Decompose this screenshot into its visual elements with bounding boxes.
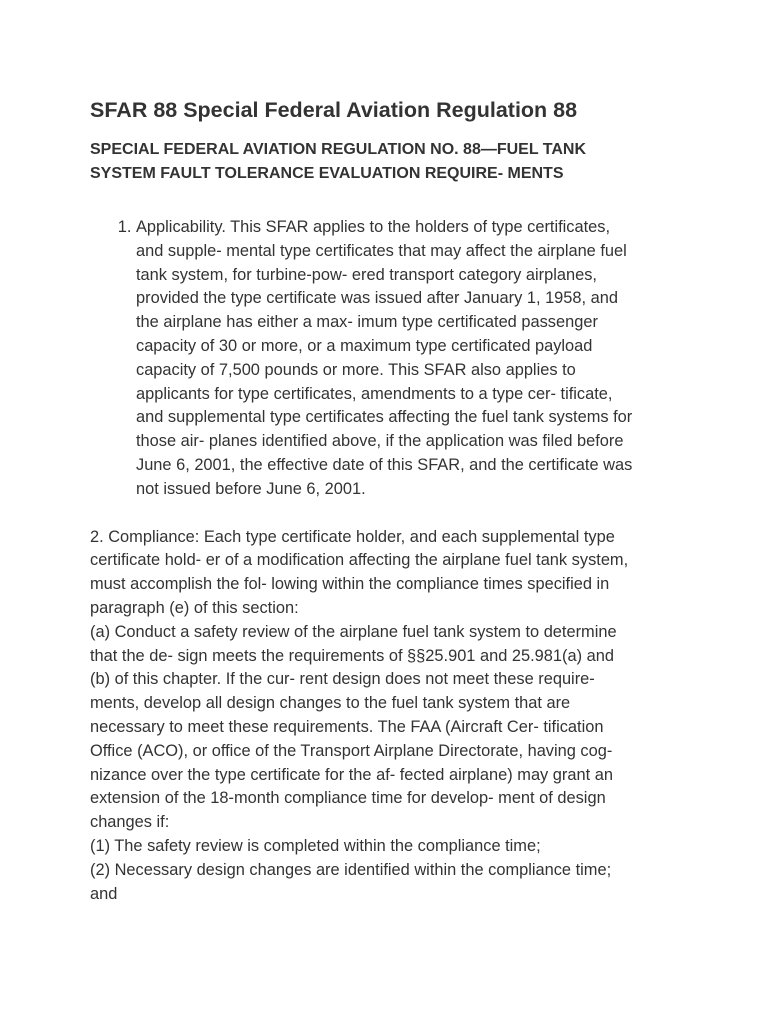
regulation-heading — [90, 138, 660, 186]
paragraph-line: changes if: — [90, 813, 170, 832]
paragraph-a-1 — [90, 835, 680, 859]
list-item-line: and supple- mental type certificates that may affect the airplane fuel — [136, 241, 627, 260]
paragraph-a-2 — [90, 859, 680, 907]
paragraph-a — [90, 621, 680, 835]
paragraph-line: certificate hold- er of a modification affecting the airplane fuel tank system, — [90, 551, 629, 570]
paragraph-line: must accomplish the fol- lowing within the compliance times specified in — [90, 575, 610, 594]
list-item-line: not issued before June 6, 2001. — [136, 479, 366, 498]
paragraph-line: 2. Compliance: Each type certificate holder, and each supplemental type — [90, 527, 615, 546]
compliance-paragraph — [90, 526, 680, 621]
list-item-line: tank system, for turbine-pow- ered transport category airplanes, — [136, 265, 597, 284]
list-item-line: capacity of 30 or more, or a maximum type certificated payload — [136, 336, 593, 355]
regulation-heading-line: SPECIAL FEDERAL AVIATION REGULATION NO. 88—FUEL TANK — [90, 141, 587, 158]
paragraph-line: (2) Necessary design changes are identified within the compliance time; — [90, 860, 612, 879]
paragraph-line: necessary to meet these requirements. The FAA (Aircraft Cer- tification — [90, 717, 604, 736]
paragraph-line: Office (ACO), or office of the Transport Airplane Directorate, having cog- — [90, 741, 613, 760]
list-item-line: applicants for type certificates, amendments to a type cer- tificate, — [136, 384, 613, 403]
list-item-line: the airplane has either a max- imum type certificated passenger — [136, 313, 598, 332]
paragraph-line: (b) of this chapter. If the cur- rent design does not meet these require- — [90, 670, 595, 689]
list-item-applicability — [136, 216, 676, 502]
paragraph-line: that the de- sign meets the requirements of §§25.901 and 25.981(a) and — [90, 646, 614, 665]
paragraph-line: (1) The safety review is completed within the compliance time; — [90, 836, 541, 855]
list-item-line: 1. Applicability. This SFAR applies to the holders of type certificates, — [136, 218, 611, 236]
list-item-line: provided the type certificate was issued after January 1, 1958, and — [136, 289, 618, 308]
section-list — [90, 216, 676, 502]
list-item-line: those air- planes identified above, if the application was filed before — [136, 432, 624, 451]
list-item-line: capacity of 7,500 pounds or more. This SFAR also applies to — [136, 360, 576, 379]
paragraph-line: and — [90, 884, 118, 903]
paragraph-line: paragraph (e) of this section: — [90, 598, 299, 617]
document-title: SFAR 88 Special Federal Aviation Regulation 88 — [90, 98, 578, 122]
list-item-line: and supplemental type certificates affecting the fuel tank systems for — [136, 408, 633, 427]
paragraph-line: nizance over the type certificate for the af- fected airplane) may grant an — [90, 765, 613, 784]
paragraph-line: extension of the 18-month compliance time for develop- ment of design — [90, 789, 606, 808]
list-item-line: June 6, 2001, the effective date of this SFAR, and the certificate was — [136, 455, 633, 474]
paragraph-line: ments, develop all design changes to the fuel tank system that are — [90, 694, 571, 713]
document-page — [90, 95, 690, 906]
paragraph-line: (a) Conduct a safety review of the airplane fuel tank system to determine — [90, 622, 617, 641]
regulation-heading-line: SYSTEM FAULT TOLERANCE EVALUATION REQUIRE- MENTS — [90, 165, 564, 182]
